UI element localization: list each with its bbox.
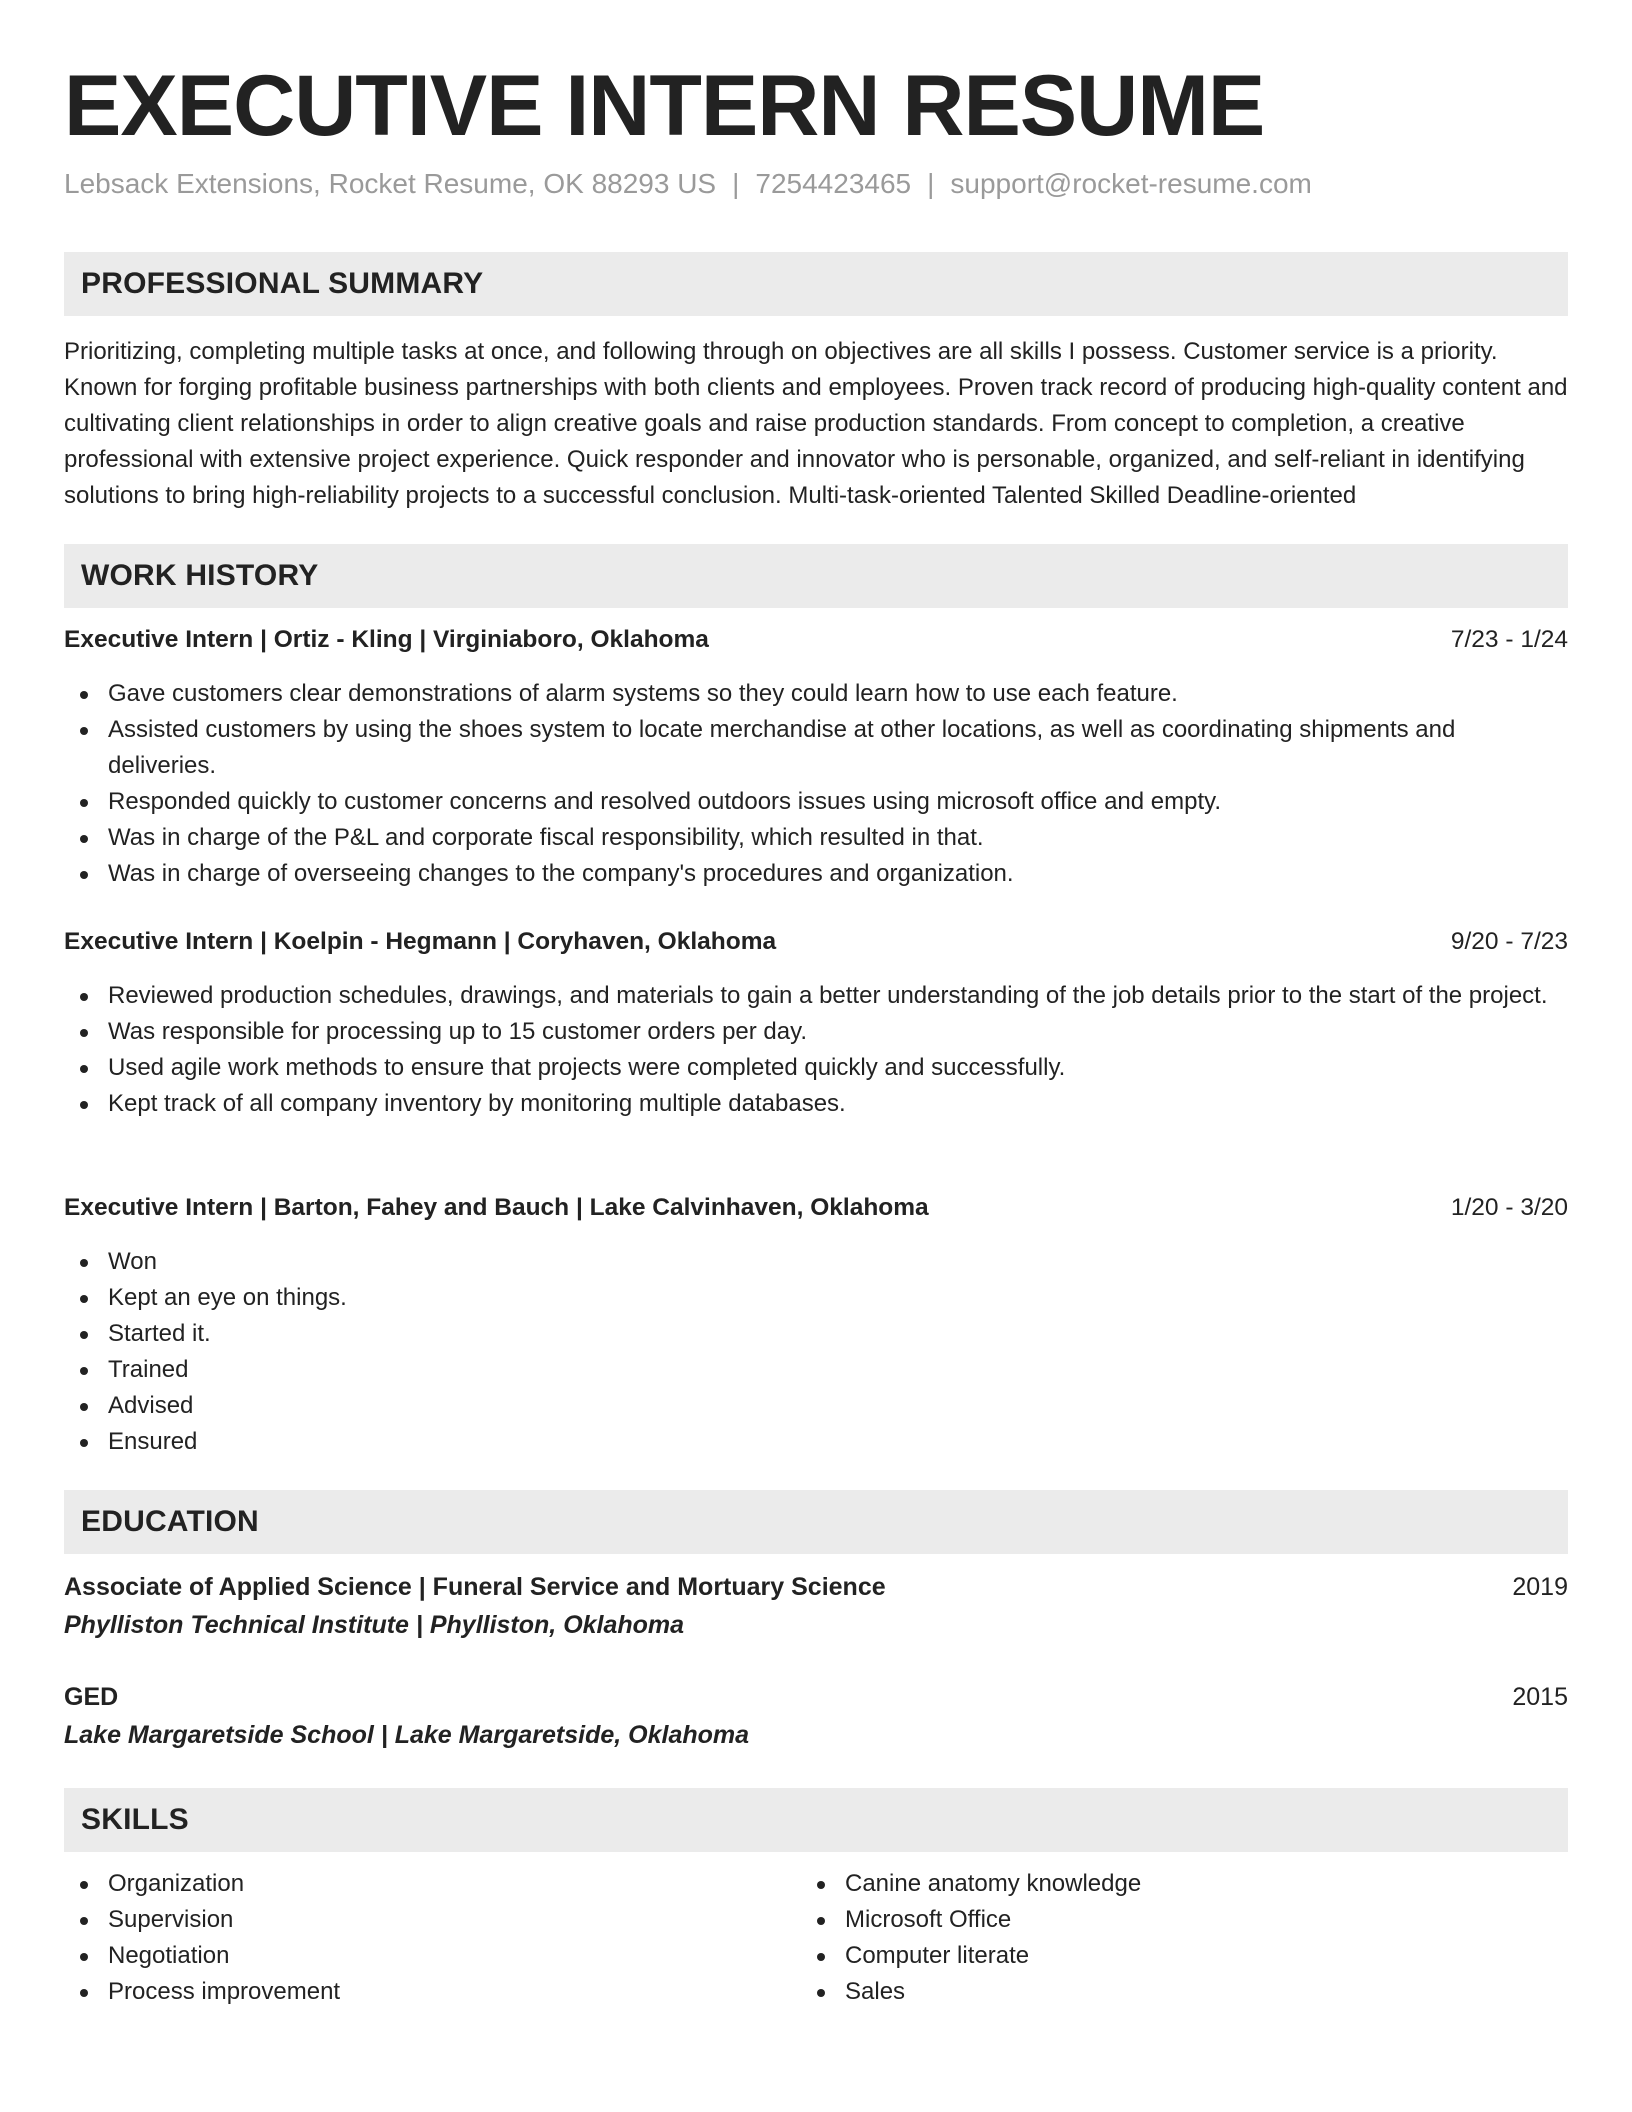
contact-separator: | — [927, 168, 935, 199]
list-item: Responded quickly to customer concerns and resolved outdoors issues using microsoft office and empty. — [64, 784, 1568, 820]
skill-item: Supervision — [64, 1902, 764, 1938]
job-heading: Executive Intern | Barton, Fahey and Bauch | Lake Calvinhaven, Oklahoma — [64, 1194, 929, 1221]
list-item: Was responsible for processing up to 15 customer orders per day. — [64, 1014, 1568, 1050]
skill-item: Microsoft Office — [801, 1902, 1501, 1938]
resume-title: EXECUTIVE INTERN RESUME — [64, 58, 1265, 154]
list-item: Gave customers clear demonstrations of alarm systems so they could learn how to use each feature. — [64, 676, 1568, 712]
job-header — [64, 624, 1568, 656]
list-item: Reviewed production schedules, drawings, and materials to gain a better understanding of the job details prior to the start of the project. — [64, 978, 1568, 1014]
skills-list-right — [801, 1866, 1501, 2010]
job-heading: Executive Intern | Ortiz - Kling | Virginiaboro, Oklahoma — [64, 626, 709, 653]
job-bullet-list — [64, 1244, 1568, 1460]
list-item: Won — [64, 1244, 1568, 1280]
list-item: Trained — [64, 1352, 1568, 1388]
skill-item: Sales — [801, 1974, 1501, 2010]
list-item: Used agile work methods to ensure that projects were completed quickly and successfully. — [64, 1050, 1568, 1086]
summary-text: Prioritizing, completing multiple tasks at once, and following through on objectives are all skills I possess. Customer service is a priority. Known for forging profitable business partnerships with both clients and employees. Proven track record of producing high-quality content and cultivating client relationships in order to align creative goals and raise production standards. From concept to completion, a creative professional with extensive project experience. Quick responder and innovator who is personable, organized, and self-reliant in identifying solutions to bring high-reliability projects to a successful conclusion. Multi-task-oriented Talented Skilled Deadline-oriented — [64, 338, 1568, 509]
job-bullet-list — [64, 676, 1568, 892]
job-dates: 7/23 - 1/24 — [1450, 626, 1568, 653]
list-item: Kept an eye on things. — [64, 1280, 1568, 1316]
list-item: Kept track of all company inventory by monitoring multiple databases. — [64, 1086, 1568, 1122]
contact-address: Lebsack Extensions, Rocket Resume, OK 88293 US — [64, 168, 717, 199]
education-year: 2019 — [1512, 1573, 1568, 1601]
contact-separator: | — [732, 168, 740, 199]
education-year: 2015 — [1512, 1683, 1568, 1711]
contact-phone: 7254423465 — [755, 168, 912, 199]
section-title-skills: SKILLS — [64, 1788, 1568, 1852]
section-title-education: EDUCATION — [64, 1490, 1568, 1554]
job-header — [64, 1192, 1568, 1224]
section-title-summary: PROFESSIONAL SUMMARY — [64, 252, 1568, 316]
job-dates: 1/20 - 3/20 — [1450, 1194, 1568, 1221]
job-header — [64, 926, 1568, 958]
skill-item: Organization — [64, 1866, 764, 1902]
skill-item: Process improvement — [64, 1974, 764, 2010]
list-item: Assisted customers by using the shoes system to locate merchandise at other locations, as well as coordinating shipments and deliveries. — [64, 712, 1568, 784]
list-item: Was in charge of the P&L and corporate fiscal responsibility, which resulted in that. — [64, 820, 1568, 856]
skills-list-left — [64, 1866, 764, 2010]
skill-item: Negotiation — [64, 1938, 764, 1974]
job-heading: Executive Intern | Koelpin - Hegmann | Coryhaven, Oklahoma — [64, 928, 777, 955]
contact-line — [64, 166, 1312, 202]
list-item: Started it. — [64, 1316, 1568, 1352]
job-dates: 9/20 - 7/23 — [1450, 928, 1568, 955]
list-item: Advised — [64, 1388, 1568, 1424]
contact-email: support@rocket-resume.com — [950, 168, 1312, 199]
education-school: Phylliston Technical Institute | Phylliston, Oklahoma — [64, 1611, 685, 1639]
education-degree: Associate of Applied Science | Funeral Service and Mortuary Science — [64, 1573, 886, 1601]
education-school: Lake Margaretside School | Lake Margaretside, Oklahoma — [64, 1721, 750, 1749]
education-header — [64, 1570, 1568, 1604]
list-item: Ensured — [64, 1424, 1568, 1460]
education-degree: GED — [64, 1683, 119, 1711]
list-item: Was in charge of overseeing changes to the company's procedures and organization. — [64, 856, 1568, 892]
job-bullet-list — [64, 978, 1568, 1122]
skill-item: Canine anatomy knowledge — [801, 1866, 1501, 1902]
skill-item: Computer literate — [801, 1938, 1501, 1974]
section-title-work-history: WORK HISTORY — [64, 544, 1568, 608]
education-header — [64, 1680, 1568, 1714]
